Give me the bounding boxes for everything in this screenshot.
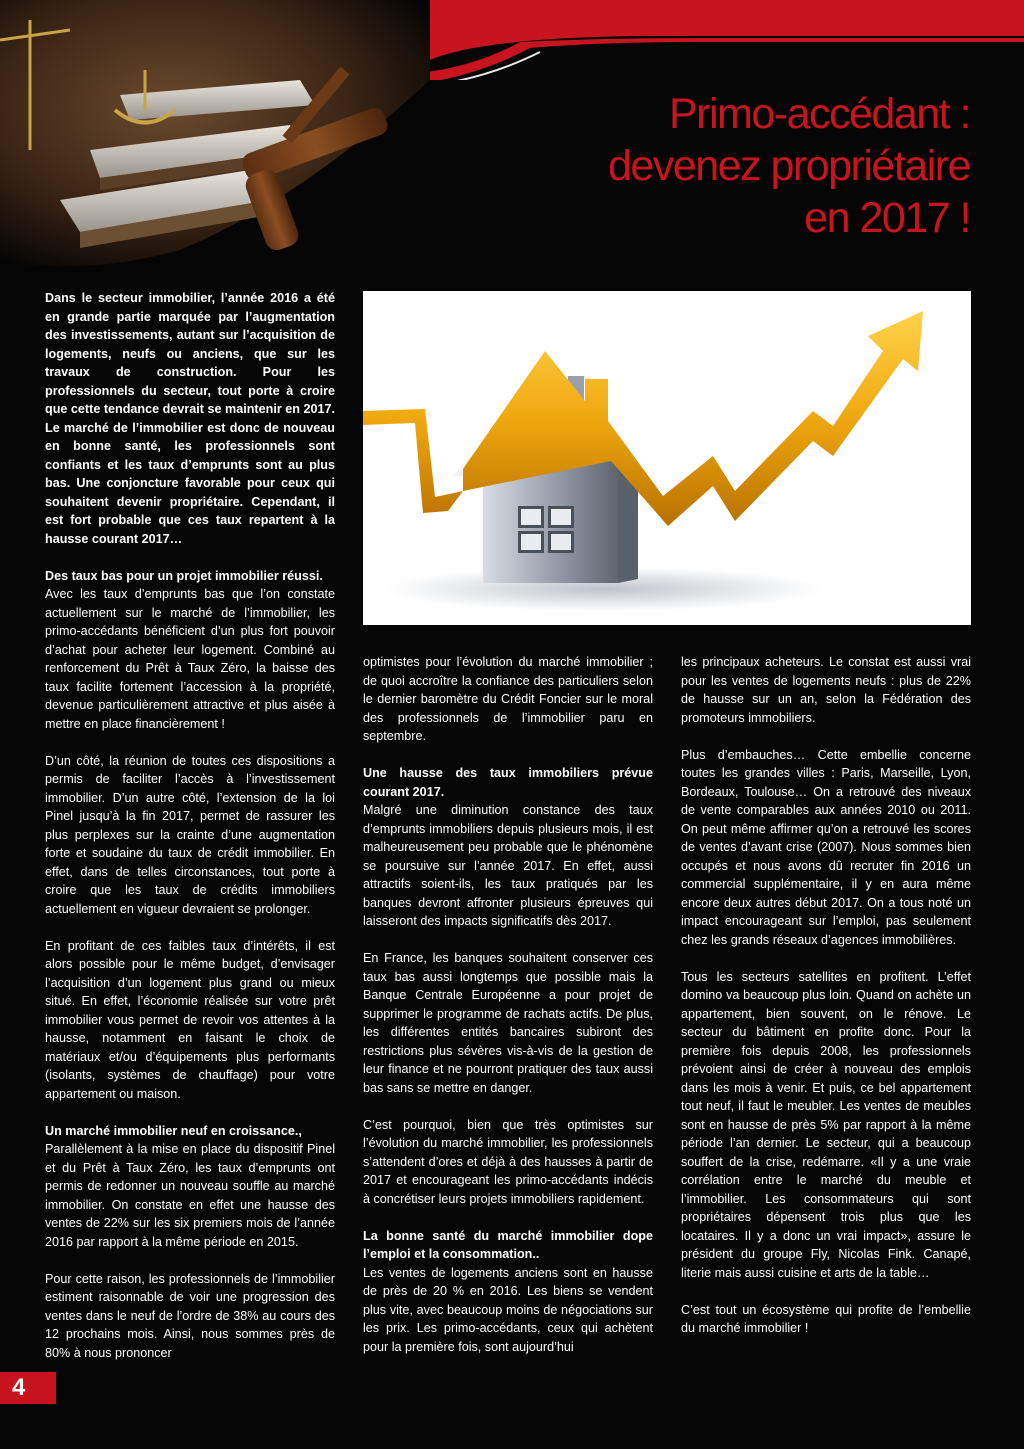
paragraph: Malgré une diminution constance des taux d’emprunts immobiliers depuis plusieurs mois, il est malheureusement peu probable que le phénomène se poursuive sur l’année 2017. En effet, aussi attractifs soient-ils, les taux pratiqués par les banques devront affronter plusieurs épreuves qui laisseront des impacts significatifs dès 2017. — [363, 803, 653, 928]
paragraph: C’est pourquoi, bien que très optimistes sur l’évolution du marché immobilier, les professionnels s’attendent d’ores et déjà à des hausses à partir de 2017 et encourageant les primo-accédants indécis à concrétiser leurs projets immobiliers rapidement. — [363, 1117, 653, 1206]
section-heading: Un marché immobilier neuf en croissance., — [45, 1123, 302, 1138]
article-column-3 — [681, 653, 971, 1356]
paragraph: En profitant de ces faibles taux d’intérêts, il est alors possible pour le même budget, d’envisager l’acquisition d’un logement plus grand ou mieux situé. En effet, l’économie réalisée sur votre prêt immobilier vous permet de revoir vos attentes à la hausse, notamment en faisant le choix de matériaux et/ou d’équipements plus performants (isolants, systèmes de chauffage) pour votre appartement ou maison. — [45, 938, 335, 1101]
house-rising-arrow-image — [363, 291, 971, 625]
paragraph: C’est tout un écosystème qui profite de l’embellie du marché immobilier ! — [681, 1302, 971, 1335]
article-column-2 — [363, 653, 653, 1375]
title-line-2: devenez propriétaire — [607, 142, 970, 190]
paragraph: Les ventes de logements anciens sont en hausse de près de 20 % en 2016. Les biens se vendent plus vite, avec beaucoup moins de négociations sur les prix. Les primo-accédants, ceux qui achètent pour la première fois, sont aujourd’hui — [363, 1265, 653, 1354]
section-heading: La bonne santé du marché immobilier dope l’emploi et la consommation.. — [363, 1228, 653, 1261]
paragraph: En France, les banques souhaitent conserver ces taux bas aussi longtemps que possible mais la Banque Centrale Européenne a pour projet de supprimer le programme de rachats actifs. De plus, les différentes entités bancaires subiront des restrictions plus sévères vis-à-vis de la gestion de leur finance et ne pourront pratiquer des taux aussi bas sans se mettre en danger. — [363, 951, 653, 1095]
section-heading: Des taux bas pour un projet immobilier réussi. — [45, 568, 323, 583]
article-intro: Dans le secteur immobilier, l’année 2016 a été en grande partie marquée par l’augmentation des investissements, autant sur l’acquisition de logements, neufs ou anciens, que sur les travaux de construction. Pour les professionnels du secteur, tout porte à croire que cette tendance devrait se maintenir en 2017. Le marché de l’immobilier est donc de nouveau en bonne santé, les professionnels sont confiants et les taux d’emprunts sont au plus bas. Une conjoncture favorable pour ceux qui souhaitent devenir propriétaire. Cependant, il est fort probable que ces taux repartent à la hausse courant 2017… — [45, 291, 335, 546]
article-column-1 — [45, 289, 335, 1381]
paragraph: Plus d’embauches… Cette embellie concerne toutes les grandes villes : Paris, Marseille, Lyon, Bordeaux, Toulouse… On a retrouvé des niveaux de vente comparables aux années 2010 ou 2011. On peut même affirmer qu’on a retrouvé les scores de ventes d’avant crise (2007). Nous sommes bien occupés et nous avons dû recruter fin 2016 un commercial supplémentaire, il y en aura même encore deux autres début 2017. On a tous noté un impact encourageant sur l’emploi, pas seulement chez les grands réseaux d’agences immobilières. — [681, 747, 971, 947]
paragraph: Parallèlement à la mise en place du dispositif Pinel et du Prêt à Taux Zéro, les taux d’emprunts ont permis de redonner un nouveau souffle au marché immobilier. On constate en effet une hausse des ventes de 22% sur les six premiers mois de l’année 2016 par rapport à la même période en 2015. — [45, 1142, 335, 1249]
title-line-3: en 2017 ! — [804, 194, 970, 242]
paragraph: Tous les secteurs satellites en profitent. L’effet domino va beaucoup plus loin. Quand on achète un appartement, bien souvent, on le rénove. Le secteur du bâtiment en profite donc. Pour la première fois depuis 2008, les professionnels prévoient ainsi de créer à nouveau des emplois dans les mois à venir. Et puis, ce bel appartement tout neuf, il faut le meubler. Les ventes de meubles sont en hausse de près 5% par rapport à la même période l’an dernier. Le secteur, qui a beaucoup souffert de la crise, redémarre. «Il y a une vraie corrélation entre le marché du meuble et l’immobilier. Les consommateurs qui sont propriétaires dépensent trois plus que les locataires. Il y a donc un vrai impact», assure le président du groupe Fly, Nicolas Fink. Canapé, literie mais aussi cuisine et arts de la table… — [681, 969, 971, 1280]
paragraph: D’un côté, la réunion de toutes ces dispositions a permis de faciliter l’accès à l’investissement immobilier. D’un autre côté, l’extension de la loi Pinel jusqu’à la fin 2017, permet de rassurer les plus perplexes sur la crainte d’une augmentation forte et soudaine du taux de crédit immobilier. En effet, dans de telles circonstances, tout porte à croire que les taux de crédits immobiliers actuellement en vigueur devraient se prolonger. — [45, 753, 335, 916]
section-heading: Une hausse des taux immobiliers prévue courant 2017. — [363, 766, 653, 799]
paragraph: les principaux acheteurs. Le constat est aussi vrai pour les ventes de logements neufs : plus de 22% de hausse sur un an, selon la Fédération des promoteurs immobiliers. — [681, 655, 971, 725]
page-title — [450, 88, 970, 244]
paragraph: Pour cette raison, les professionnels de l’immobilier estiment raisonnable de voir une progression des ventes dans le neuf de l’ordre de 38% au cours des 12 prochains mois. Ainsi, nous sommes près de 80% à nous prononcer — [45, 1271, 335, 1360]
paragraph: Avec les taux d’emprunts bas que l’on constate actuellement sur le marché de l’immobilier, les primo-accédants bénéficient d’un plus fort pouvoir d’achat pour acheter leur logement. Combiné au renforcement du Prêt à Taux Zéro, la baisse des taux facilite fortement l’accession à la propriété, devenue particulièrement attractive et plus aisée à mettre en place financièrement ! — [45, 587, 335, 731]
law-books-gavel-photo — [0, 0, 430, 270]
title-line-1: Primo-accédant : — [668, 90, 970, 138]
rising-arrow-icon — [363, 311, 923, 526]
paragraph: optimistes pour l’évolution du marché immobilier ; de quoi accroître la confiance des particuliers selon le dernier baromètre du Crédit Foncier sur le moral des professionnels de l’immobilier paru en septembre. — [363, 655, 653, 743]
page-number: 4 — [0, 1372, 56, 1404]
